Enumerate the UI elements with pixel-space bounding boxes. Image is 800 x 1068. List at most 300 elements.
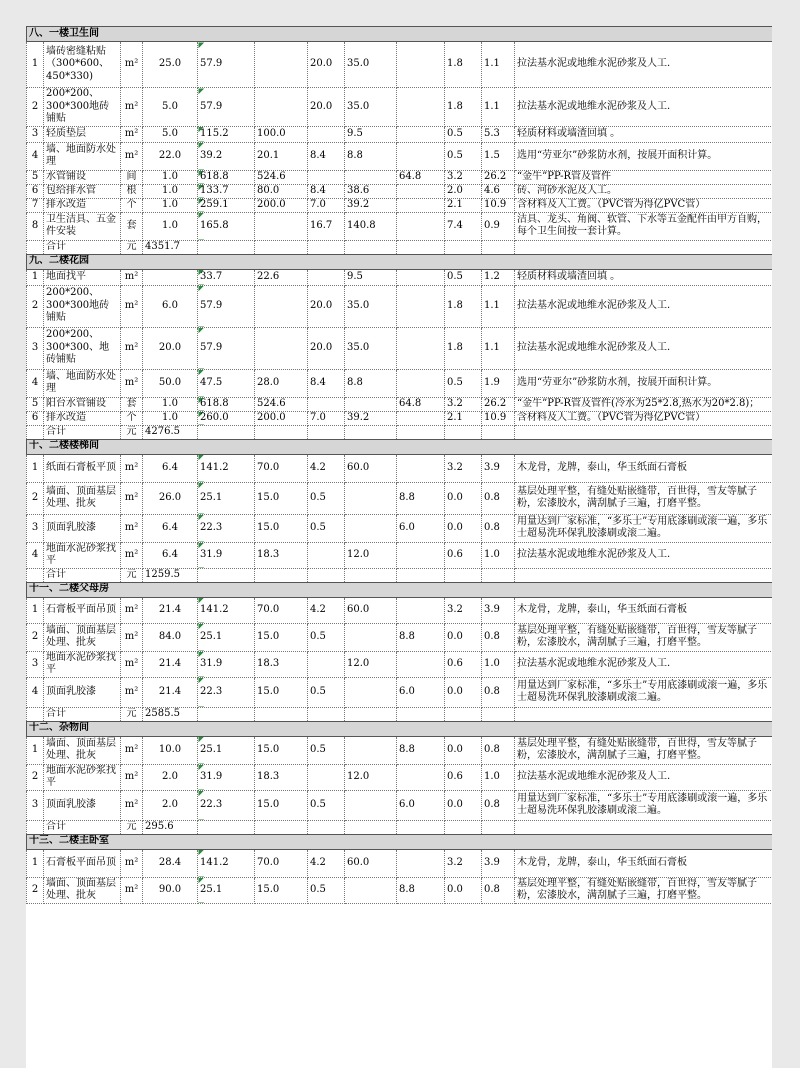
total-label: 合计 — [44, 425, 121, 439]
cell-c1-text: 100.0 — [257, 127, 286, 139]
cell-no-text: 2 — [31, 883, 39, 895]
cell-qty — [143, 790, 198, 820]
cell-unit — [121, 542, 143, 568]
cell-c4-text: 8.8 — [399, 630, 415, 642]
cell-c3-text: 60.0 — [347, 461, 370, 473]
cell-c6-text: 0.8 — [484, 630, 500, 642]
cell-unit — [121, 184, 143, 198]
cell-unit-text: 个 — [126, 198, 137, 210]
cell-c5-text: 2.1 — [447, 198, 463, 210]
cell-c2-text: 0.5 — [310, 798, 326, 810]
cell-c3 — [345, 411, 397, 425]
section-title: 十一、二楼父母房 — [27, 582, 773, 597]
cell-c5 — [445, 849, 482, 877]
cell-qty — [143, 369, 198, 397]
cell-c5 — [445, 651, 482, 677]
cell-c4 — [397, 170, 445, 184]
cell-unit — [121, 677, 143, 707]
cell-no — [27, 88, 44, 127]
cell-no-text: 4 — [31, 685, 39, 697]
cell-c1-text: 15.0 — [257, 491, 280, 503]
cell-name — [44, 170, 121, 184]
cell-qty-text: 1.0 — [162, 397, 178, 409]
total-amount: 295.6 — [143, 820, 198, 834]
cell-note-text: 木龙骨，龙牌，泰山，华玉纸面石膏板 — [517, 461, 687, 473]
cell-name-text: 包给排水管 — [46, 184, 96, 196]
cell-c4 — [397, 184, 445, 198]
total-row — [27, 425, 773, 439]
cell-c5 — [445, 736, 482, 764]
cell-c5-text: 0.6 — [447, 770, 463, 782]
cell-c4 — [397, 269, 445, 285]
cell-unit-text: 间 — [126, 170, 137, 182]
cell-no-text: 2 — [31, 491, 39, 503]
cell-price — [198, 285, 255, 327]
cell-c3 — [345, 88, 397, 127]
cell-c1 — [255, 651, 308, 677]
cell-note-text: 选用“劳亚尔”砂浆防水剂，按展开面积计算。 — [517, 376, 718, 388]
total-blank — [308, 425, 345, 439]
cell-qty-text: 6.0 — [162, 299, 178, 311]
cell-c5-text: 0.5 — [447, 127, 463, 139]
cell-name — [44, 327, 121, 369]
cell-c3 — [345, 285, 397, 327]
cell-c2 — [308, 285, 345, 327]
cell-name — [44, 877, 121, 903]
cell-note — [515, 849, 773, 877]
total-blank — [445, 425, 482, 439]
cell-no-text: 3 — [31, 521, 39, 533]
section-title: 十三、二楼主卧室 — [27, 834, 773, 849]
cell-qty — [143, 597, 198, 623]
cell-unit — [121, 877, 143, 903]
cell-c5-text: 0.0 — [447, 491, 463, 503]
cell-c6-text: 3.9 — [484, 603, 500, 615]
cell-c6-text: 0.8 — [484, 491, 500, 503]
cell-no — [27, 849, 44, 877]
cell-note — [515, 327, 773, 369]
table-row — [27, 651, 773, 677]
total-blank — [345, 425, 397, 439]
cell-c5 — [445, 411, 482, 425]
table-row — [27, 42, 773, 88]
cell-c6-text: 0.8 — [484, 521, 500, 533]
cell-c5 — [445, 877, 482, 903]
cell-c1-text: 200.0 — [257, 411, 286, 423]
cell-price-text: 31.9 — [200, 770, 223, 782]
cell-name-text: 排水改造 — [46, 411, 86, 423]
cell-c3 — [345, 397, 397, 411]
cell-qty-text: 6.4 — [162, 461, 178, 473]
cell-c3 — [345, 126, 397, 142]
cell-no-text: 1 — [31, 461, 39, 473]
table-row — [27, 482, 773, 514]
cell-unit-text: m² — [124, 149, 139, 161]
cell-c5 — [445, 542, 482, 568]
cell-c5 — [445, 269, 482, 285]
cell-c5-text: 3.2 — [447, 170, 463, 182]
cell-note — [515, 623, 773, 651]
cell-price-text: 57.9 — [200, 58, 223, 70]
cell-note-text: 洁具、龙头、角阀、软管、下水等五金配件由甲方自购，每个卫生间按一套计算。 — [517, 213, 767, 237]
total-blank — [198, 707, 255, 721]
total-label: 合计 — [44, 707, 121, 721]
table-row — [27, 212, 773, 240]
cell-c3 — [345, 327, 397, 369]
cell-c1-text: 15.0 — [257, 743, 280, 755]
cell-name — [44, 212, 121, 240]
cell-name — [44, 790, 121, 820]
cell-c6 — [482, 514, 515, 542]
cell-unit-text: m² — [124, 127, 139, 139]
cell-c2-text: 20.0 — [310, 341, 333, 353]
cell-name — [44, 285, 121, 327]
cell-c1 — [255, 88, 308, 127]
table-row — [27, 542, 773, 568]
cell-price-text: 618.8 — [200, 397, 229, 409]
total-blank — [397, 240, 445, 254]
cell-qty — [143, 651, 198, 677]
cell-c1-text: 28.0 — [257, 376, 280, 388]
cell-c1 — [255, 849, 308, 877]
cell-c6 — [482, 454, 515, 482]
total-blank — [255, 425, 308, 439]
cell-note — [515, 269, 773, 285]
cell-c6-text: 0.8 — [484, 743, 500, 755]
table-row — [27, 126, 773, 142]
cell-qty — [143, 142, 198, 170]
cell-note-text: 拉法基水泥或地维水泥砂浆及人工. — [517, 100, 671, 112]
cell-name-text: 排水改造 — [46, 198, 86, 210]
cell-c5-text: 2.1 — [447, 411, 463, 423]
cell-c1 — [255, 736, 308, 764]
cell-unit — [121, 170, 143, 184]
cell-c6-text: 1.1 — [484, 299, 500, 311]
cell-c6-text: 0.8 — [484, 883, 500, 895]
total-label: 合计 — [44, 240, 121, 254]
cell-qty — [143, 542, 198, 568]
cell-note-text: 拉法基水泥或地维水泥砂浆及人工. — [517, 770, 671, 782]
cell-c1 — [255, 184, 308, 198]
cell-unit — [121, 42, 143, 88]
cell-c5 — [445, 42, 482, 88]
cell-qty-text: 6.4 — [162, 521, 178, 533]
total-blank — [345, 707, 397, 721]
cell-price — [198, 542, 255, 568]
cell-c6 — [482, 623, 515, 651]
cell-c5 — [445, 397, 482, 411]
cell-name-text: 墙、地面防水处理 — [46, 143, 116, 167]
cell-qty — [143, 212, 198, 240]
total-blank — [515, 820, 773, 834]
cell-c2-text: 0.5 — [310, 685, 326, 697]
cell-unit — [121, 482, 143, 514]
cell-c2 — [308, 170, 345, 184]
cell-c3 — [345, 482, 397, 514]
cell-no — [27, 327, 44, 369]
total-amount: 4351.7 — [143, 240, 198, 254]
cell-c6-text: 0.8 — [484, 798, 500, 810]
cell-c4-text: 64.8 — [399, 170, 422, 182]
cell-qty-text: 1.0 — [162, 219, 178, 231]
cell-price-text: 22.3 — [200, 521, 223, 533]
cell-c1-text: 15.0 — [257, 521, 280, 533]
cell-note-text: 选用“劳亚尔”砂浆防水剂，按展开面积计算。 — [517, 149, 718, 161]
cell-c4 — [397, 877, 445, 903]
cell-no — [27, 198, 44, 212]
cell-c2 — [308, 126, 345, 142]
total-unit: 元 — [121, 425, 143, 439]
cell-c4 — [397, 454, 445, 482]
cell-no — [27, 285, 44, 327]
total-blank — [255, 820, 308, 834]
cell-unit-text: m² — [124, 630, 139, 642]
cell-note — [515, 42, 773, 88]
cell-c6 — [482, 212, 515, 240]
cell-unit — [121, 327, 143, 369]
cell-c2 — [308, 482, 345, 514]
cell-name-text: 200*200、300*300地砖铺贴 — [46, 287, 110, 324]
cell-note-text: “金牛”PP-R管及管件 — [517, 170, 612, 182]
cell-no — [27, 597, 44, 623]
cell-unit — [121, 142, 143, 170]
cell-c6 — [482, 482, 515, 514]
cell-price — [198, 411, 255, 425]
cell-name — [44, 269, 121, 285]
cell-c3 — [345, 849, 397, 877]
cell-c6 — [482, 790, 515, 820]
total-blank — [308, 240, 345, 254]
cell-name — [44, 514, 121, 542]
cell-c1-text: 20.1 — [257, 149, 280, 161]
table-row — [27, 88, 773, 127]
cell-price — [198, 514, 255, 542]
cell-qty-text: 10.0 — [158, 743, 182, 755]
cell-c1 — [255, 369, 308, 397]
cell-c5 — [445, 677, 482, 707]
cell-no-text: 7 — [31, 198, 39, 210]
cell-c2-text: 0.5 — [310, 743, 326, 755]
cell-no — [27, 126, 44, 142]
cell-name — [44, 736, 121, 764]
total-blank — [445, 820, 482, 834]
cell-c2-text: 4.2 — [310, 461, 326, 473]
section-title: 十二、杂物间 — [27, 721, 773, 736]
cell-no-text: 1 — [31, 270, 39, 282]
cell-c5-text: 0.6 — [447, 657, 463, 669]
cell-no-text: 2 — [31, 299, 39, 311]
cell-c5-text: 0.6 — [447, 548, 463, 560]
cell-qty-text: 21.4 — [158, 603, 182, 615]
total-blank — [345, 568, 397, 582]
cell-no-text: 3 — [31, 657, 39, 669]
cell-c5 — [445, 212, 482, 240]
cell-name-text: 顶面乳胶漆 — [46, 798, 96, 810]
cell-c2 — [308, 651, 345, 677]
table-row — [27, 764, 773, 790]
cell-c3-text: 8.8 — [347, 149, 363, 161]
cell-price-text: 25.1 — [200, 743, 223, 755]
cell-c1-text: 15.0 — [257, 883, 280, 895]
cell-price-text: 141.2 — [200, 856, 229, 868]
cell-price — [198, 212, 255, 240]
cell-qty — [143, 184, 198, 198]
cell-price-text: 33.7 — [200, 270, 223, 282]
cell-c2 — [308, 198, 345, 212]
cell-unit — [121, 597, 143, 623]
section-header — [27, 27, 773, 42]
cell-note — [515, 736, 773, 764]
total-unit: 元 — [121, 568, 143, 582]
cell-c4 — [397, 142, 445, 170]
cell-name-text: 地面找平 — [46, 270, 86, 282]
cell-price-text: 47.5 — [200, 376, 223, 388]
total-blank — [27, 707, 44, 721]
cell-name — [44, 126, 121, 142]
cell-c6 — [482, 542, 515, 568]
cell-unit-text: m² — [124, 461, 139, 473]
cell-no — [27, 677, 44, 707]
cell-qty — [143, 482, 198, 514]
cell-no — [27, 514, 44, 542]
table-row — [27, 736, 773, 764]
cell-note-text: 基层处理平整，有缝处贴嵌缝带，百世得，雪友等腻子粉，宏漆胶水，满刮腻子三遍，打磨平整。 — [517, 485, 757, 509]
cell-c5-text: 0.0 — [447, 743, 463, 755]
cell-c4 — [397, 327, 445, 369]
cell-c1 — [255, 411, 308, 425]
cell-note-text: 用量达到厂家标准，“多乐士”专用底漆刷或滚一遍，多乐士超易洗环保乳胶漆刷或滚二遍。 — [517, 515, 768, 539]
cell-c1 — [255, 790, 308, 820]
cell-name — [44, 397, 121, 411]
cell-c2 — [308, 736, 345, 764]
cell-unit-text: m² — [124, 883, 139, 895]
cell-qty-text: 90.0 — [158, 883, 182, 895]
total-blank — [515, 425, 773, 439]
cell-c1 — [255, 877, 308, 903]
cell-c5-text: 0.5 — [447, 149, 463, 161]
cell-c6 — [482, 142, 515, 170]
total-blank — [308, 568, 345, 582]
cell-unit-text: m² — [124, 603, 139, 615]
cell-c2-text: 7.0 — [310, 198, 326, 210]
cell-c1-text: 15.0 — [257, 798, 280, 810]
cell-qty-text: 2.0 — [162, 770, 178, 782]
cell-unit-text: m² — [124, 376, 139, 388]
total-blank — [308, 820, 345, 834]
total-blank — [308, 707, 345, 721]
cell-price — [198, 142, 255, 170]
cell-c4 — [397, 790, 445, 820]
cell-note — [515, 454, 773, 482]
cell-c5 — [445, 184, 482, 198]
cell-qty — [143, 411, 198, 425]
cell-c4-text: 8.8 — [399, 883, 415, 895]
cell-name-text: 墙砖密缝粘贴（300*600、450*330) — [46, 45, 110, 82]
cell-unit — [121, 790, 143, 820]
total-blank — [515, 240, 773, 254]
cell-c6 — [482, 677, 515, 707]
cell-price — [198, 677, 255, 707]
cell-note — [515, 790, 773, 820]
cell-price-text: 22.3 — [200, 798, 223, 810]
cell-c3-text: 12.0 — [347, 770, 370, 782]
cell-note-text: 用量达到厂家标准，“多乐士”专用底漆刷或滚一遍，多乐士超易洗环保乳胶漆刷或滚二遍。 — [517, 679, 768, 703]
cell-c2 — [308, 542, 345, 568]
cell-name-text: 墙面、顶面基层处理、批灰 — [46, 877, 116, 901]
cell-no — [27, 482, 44, 514]
cell-name — [44, 454, 121, 482]
cell-name-text: 顶面乳胶漆 — [46, 521, 96, 533]
cell-c3-text: 35.0 — [347, 341, 370, 353]
cell-qty-text: 28.4 — [158, 856, 182, 868]
cell-c5 — [445, 126, 482, 142]
cell-c5 — [445, 88, 482, 127]
cell-price-text: 618.8 — [200, 170, 229, 182]
cell-c6 — [482, 285, 515, 327]
cell-c4-text: 64.8 — [399, 397, 422, 409]
cell-qty-text: 1.0 — [162, 184, 178, 196]
cell-c1-text: 22.6 — [257, 270, 280, 282]
cell-c6 — [482, 126, 515, 142]
cell-unit — [121, 269, 143, 285]
cell-note-text: 含材料及人工费。（PVC管为得亿PVC管） — [517, 411, 706, 423]
cell-c5-text: 1.8 — [447, 299, 463, 311]
cell-name — [44, 198, 121, 212]
cell-c1 — [255, 285, 308, 327]
total-blank — [445, 707, 482, 721]
cell-no-text: 8 — [31, 219, 39, 231]
cell-c5 — [445, 597, 482, 623]
cell-c5-text: 0.0 — [447, 798, 463, 810]
cell-unit — [121, 126, 143, 142]
cell-qty — [143, 198, 198, 212]
cell-c3-text: 39.2 — [347, 411, 370, 423]
quote-table — [26, 26, 772, 904]
cell-c6 — [482, 764, 515, 790]
cell-c4 — [397, 88, 445, 127]
cell-price — [198, 88, 255, 127]
cell-unit-text: 套 — [126, 219, 137, 231]
cell-qty — [143, 269, 198, 285]
cell-c1 — [255, 454, 308, 482]
cell-no — [27, 651, 44, 677]
cell-qty-text: 21.4 — [158, 657, 182, 669]
cell-c5-text: 0.0 — [447, 685, 463, 697]
cell-name-text: 轻质垫层 — [46, 127, 86, 139]
cell-c3 — [345, 651, 397, 677]
cell-note — [515, 126, 773, 142]
cell-c6-text: 1.1 — [484, 58, 500, 70]
cell-price — [198, 764, 255, 790]
cell-name-text: 200*200、300*300地砖铺贴 — [46, 88, 110, 124]
total-unit: 元 — [121, 820, 143, 834]
cell-c6 — [482, 849, 515, 877]
total-blank — [515, 707, 773, 721]
cell-c1-text: 18.3 — [257, 548, 280, 560]
cell-c2 — [308, 597, 345, 623]
cell-qty-text: 1.0 — [162, 198, 178, 210]
cell-price-text: 22.3 — [200, 685, 223, 697]
cell-unit-text: m² — [124, 798, 139, 810]
section-title: 八、一楼卫生间 — [27, 27, 773, 42]
table-row — [27, 411, 773, 425]
cell-note — [515, 597, 773, 623]
cell-c1 — [255, 198, 308, 212]
cell-price-text: 31.9 — [200, 548, 223, 560]
cell-c2 — [308, 849, 345, 877]
cell-name-text: 纸面石膏板平顶 — [46, 461, 116, 473]
cell-c3 — [345, 514, 397, 542]
